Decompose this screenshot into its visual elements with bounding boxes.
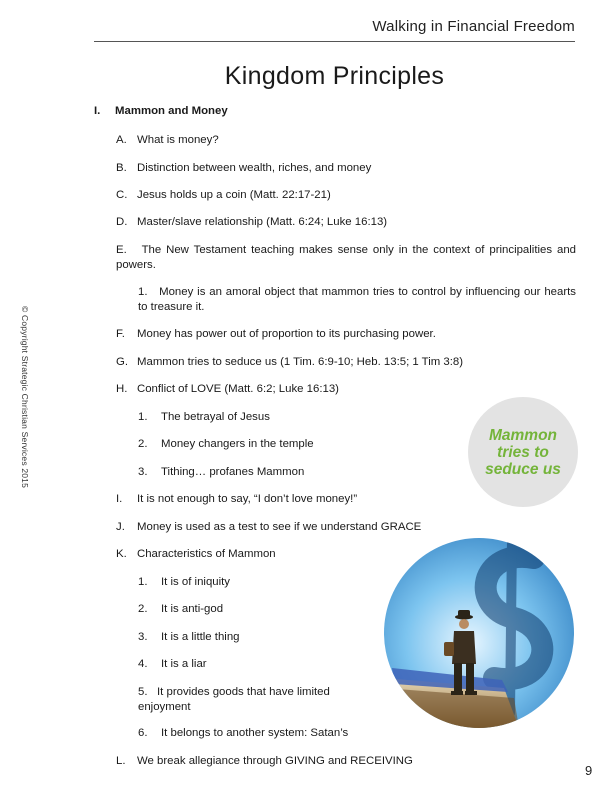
outline-item-h2: 2. Money changers in the temple bbox=[138, 438, 314, 450]
outline-item-h3: 3. Tithing… profanes Mammon bbox=[138, 466, 305, 478]
outline-item-e: E. The New Testament teaching makes sense only in the context of principalities and powers. bbox=[116, 244, 576, 271]
outline-item-i: I. It is not enough to say, “I don’t love money!” bbox=[116, 493, 358, 505]
outline-item-k4: 4. It is a liar bbox=[138, 658, 207, 670]
outline-item-k5: 5. It provides goods that have limited enjoyment bbox=[138, 686, 330, 713]
outline-item-j: J. Money is used as a test to see if we understand GRACE bbox=[116, 521, 422, 533]
outline-item-c: C. Jesus holds up a coin (Matt. 22:17-21) bbox=[116, 189, 331, 201]
outline-item-k1: 1. It is of iniquity bbox=[138, 576, 231, 588]
outline-item-f: F. Money has power out of proportion to its purchasing power. bbox=[116, 328, 436, 340]
outline-item-l: L. We break allegiance through GIVING and RECEIVING bbox=[116, 755, 413, 767]
outline-item-b: B. Distinction between wealth, riches, and money bbox=[116, 162, 372, 174]
outline-item-k: K. Characteristics of Mammon bbox=[116, 548, 276, 560]
callout-bubble bbox=[468, 397, 578, 507]
outline-item-k2: 2. It is anti-god bbox=[138, 603, 224, 615]
page-number: 9 bbox=[585, 763, 593, 778]
outline-section-i: I. Mammon and Money bbox=[94, 105, 228, 117]
header-divider bbox=[94, 41, 575, 42]
outline-item-d: D. Master/slave relationship (Matt. 6:24; Luke 16:13) bbox=[116, 216, 388, 228]
outline-item-e1: 1. Money is an amoral object that mammon tries to control by influencing our hearts to treasure it. bbox=[138, 286, 576, 313]
outline-item-k6: 6. It belongs to another system: Satan’s bbox=[138, 727, 349, 739]
page-title: Kingdom Principles bbox=[224, 62, 445, 90]
figurine-money-photo bbox=[384, 538, 574, 728]
outline-item-h1: 1. The betrayal of Jesus bbox=[138, 411, 270, 423]
callout-text: Mammon tries to seduce us bbox=[485, 426, 561, 478]
outline-item-g: G. Mammon tries to seduce us (1 Tim. 6:9-10; Heb. 13:5; 1 Tim 3:8) bbox=[116, 356, 464, 368]
outline-item-k3: 3. It is a little thing bbox=[138, 631, 240, 643]
copyright-side-text: © Copyright Strategic Christian Services 2015 bbox=[20, 306, 30, 489]
running-header: Walking in Financial Freedom bbox=[372, 18, 575, 35]
photo-illustration bbox=[384, 538, 574, 728]
outline-item-a: A. What is money? bbox=[116, 134, 219, 146]
outline-item-h: H. Conflict of LOVE (Matt. 6:2; Luke 16:13) bbox=[116, 383, 339, 395]
